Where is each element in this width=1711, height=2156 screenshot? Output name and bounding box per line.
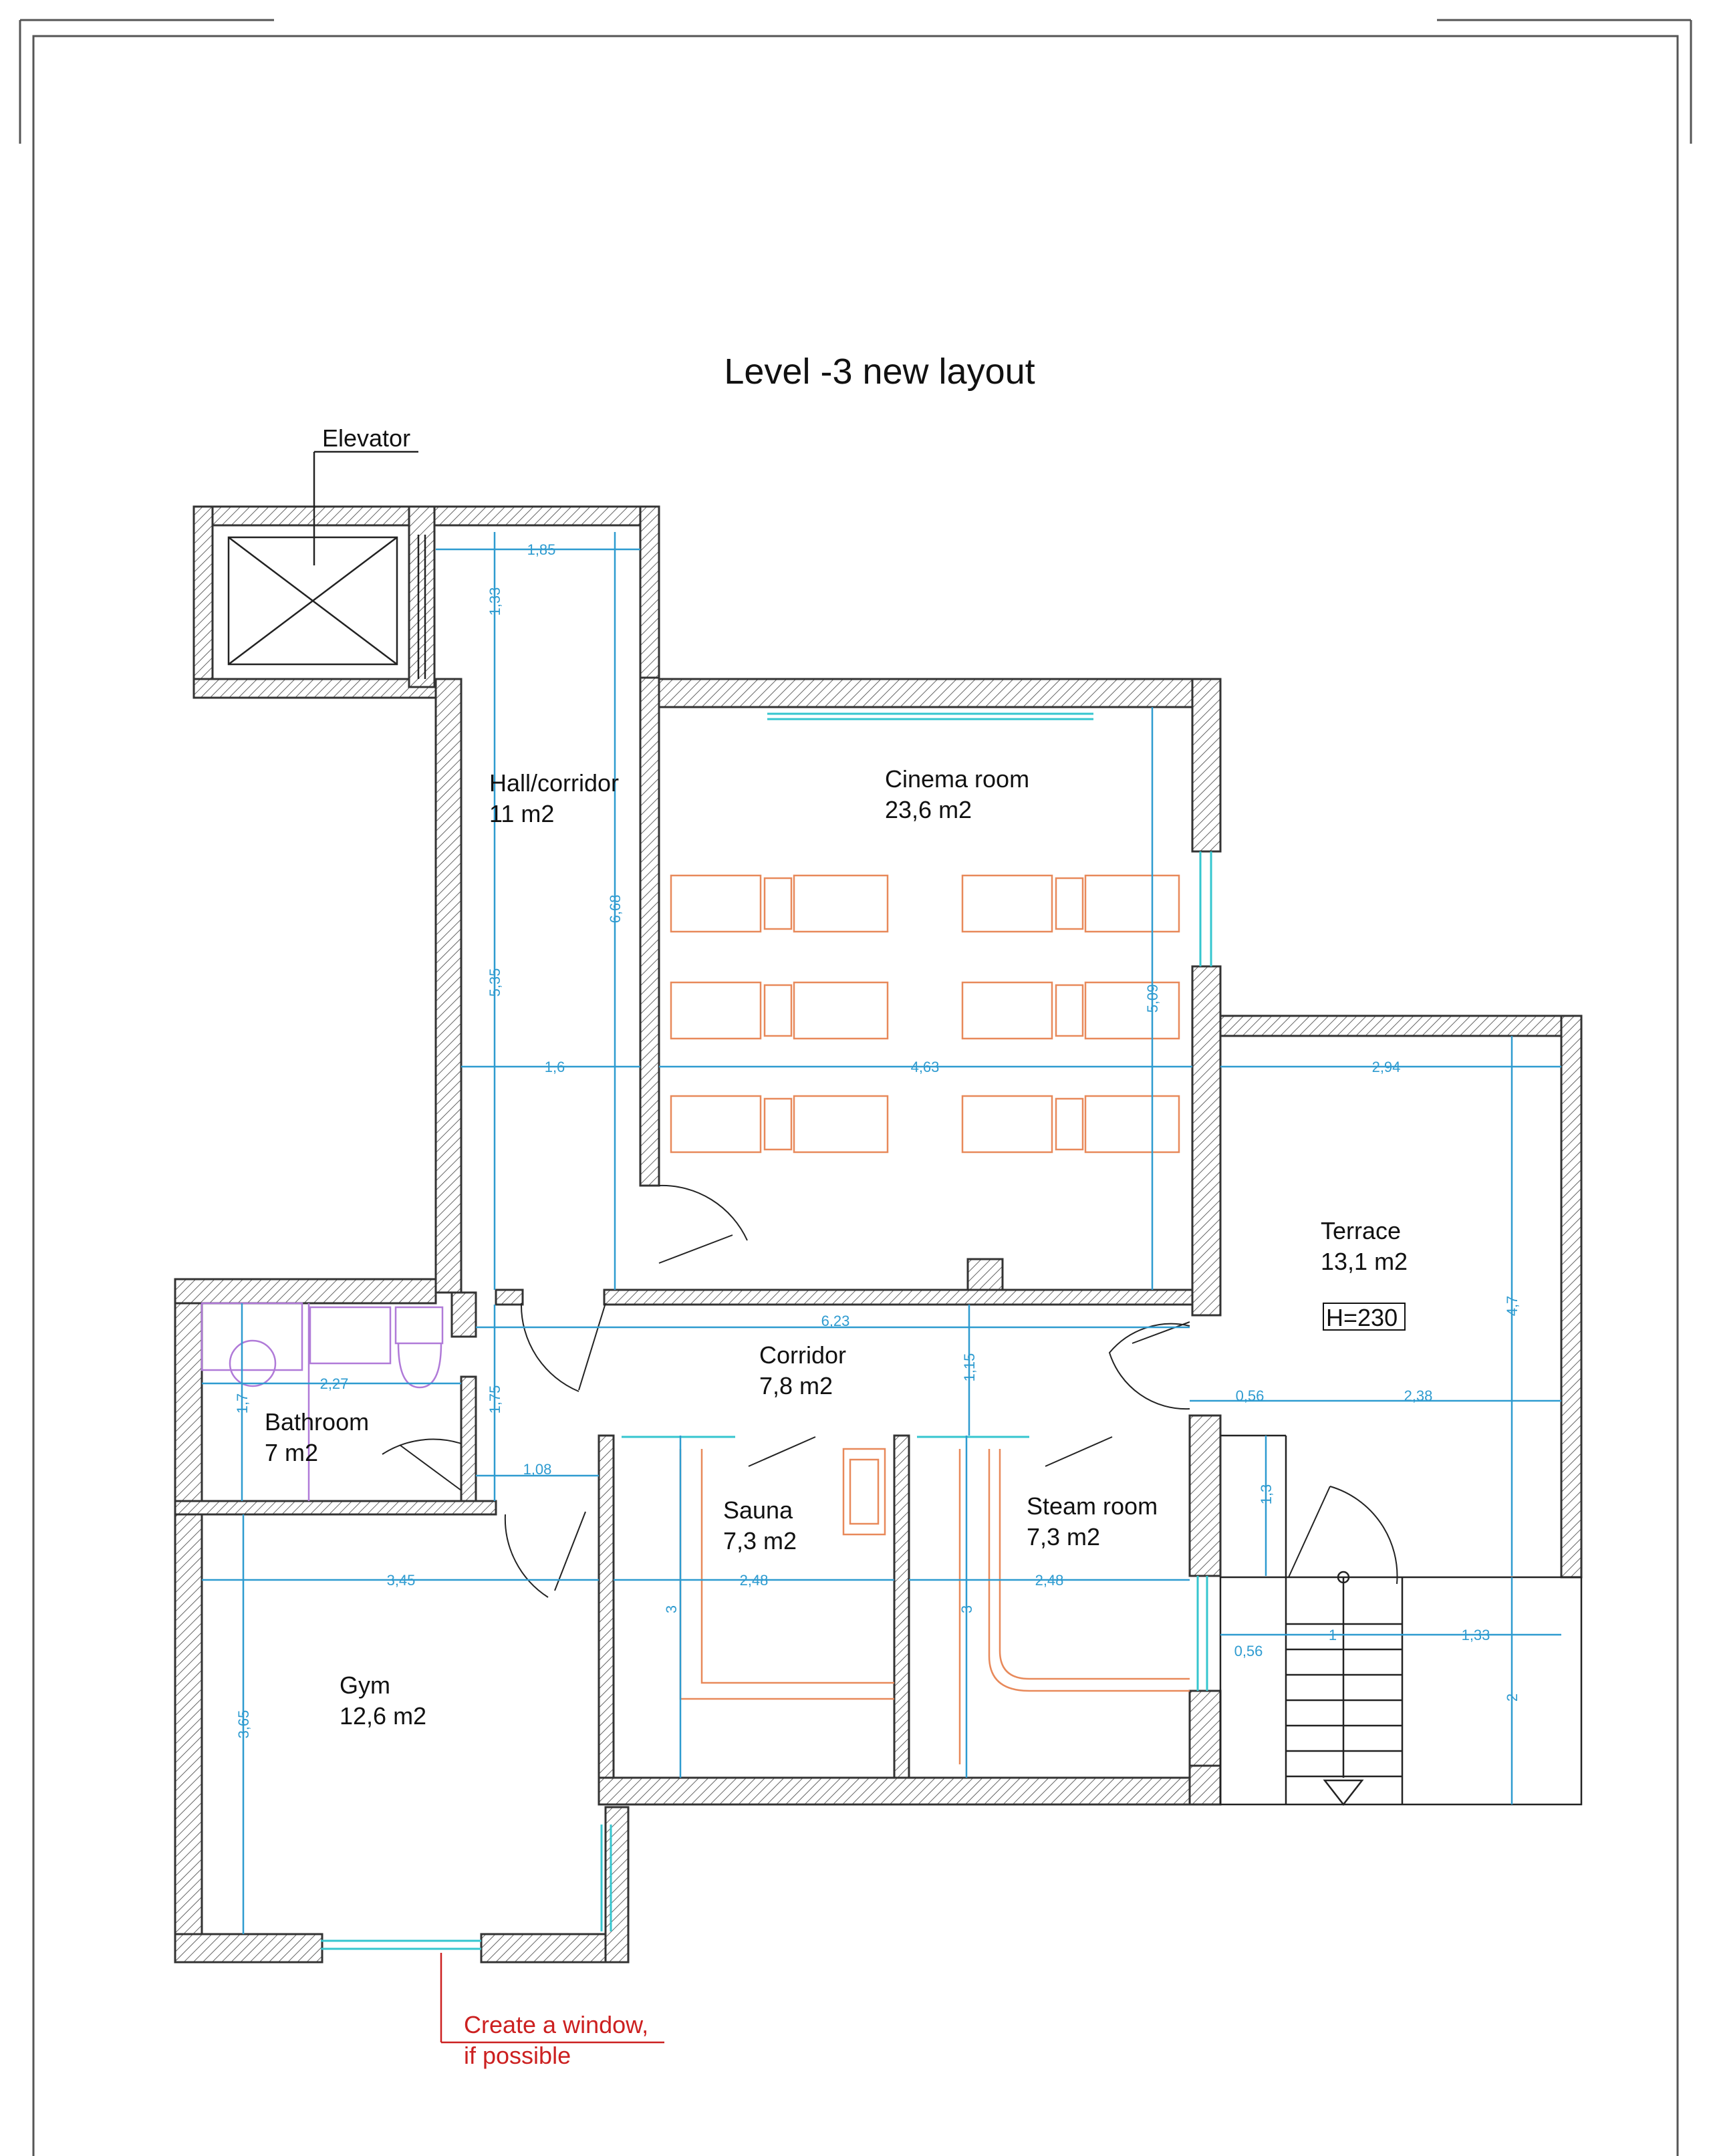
dim-6-23: 6,23 (821, 1313, 850, 1329)
dim-1-3: 1,3 (1258, 1484, 1275, 1505)
dim-5-09: 5,09 (1144, 984, 1161, 1013)
sheet-frame (20, 20, 1691, 2156)
dim-2-48-a: 2,48 (739, 1572, 769, 1589)
dim-0-56-a: 0,56 (1235, 1387, 1265, 1404)
cinema-name: Cinema room (885, 765, 1030, 793)
dim-1: 1 (1328, 1627, 1337, 1643)
terrace-area: 13,1 m2 (1321, 1248, 1408, 1275)
plan-title: Level -3 new layout (724, 352, 1035, 392)
dim-2: 2 (1504, 1693, 1521, 1702)
dim-5-35: 5,35 (487, 968, 503, 997)
cinema-seats (671, 875, 1179, 1152)
dim-2-27: 2,27 (319, 1375, 349, 1392)
dimension-labels (234, 541, 1521, 1738)
bathroom-name: Bathroom (265, 1408, 370, 1436)
dim-1-33-b: 1,33 (1461, 1627, 1490, 1643)
gym-name: Gym (340, 1671, 390, 1699)
window-note (441, 1953, 664, 2069)
dim-3-45: 3,45 (386, 1572, 416, 1589)
sauna-area: 7,3 m2 (723, 1527, 797, 1555)
stairs (1220, 1436, 1581, 1804)
cinema-area: 23,6 m2 (885, 796, 972, 823)
elevator-car (229, 452, 425, 679)
corridor-name: Corridor (759, 1341, 847, 1369)
dim-1-75: 1,75 (487, 1385, 503, 1414)
hall-area: 11 m2 (489, 800, 555, 827)
hall-name: Hall/corridor (489, 769, 620, 797)
gym-area: 12,6 m2 (340, 1702, 427, 1730)
dim-2-38: 2,38 (1404, 1387, 1433, 1404)
note-line-1: Create a window, (464, 2011, 649, 2038)
terrace-height: H=230 (1326, 1304, 1398, 1331)
steam-name: Steam room (1027, 1492, 1158, 1520)
dim-1-33: 1,33 (487, 587, 503, 616)
dim-4-63: 4,63 (910, 1059, 940, 1075)
dim-3-65: 3,65 (235, 1710, 252, 1739)
terrace-name: Terrace (1321, 1217, 1402, 1244)
dim-1-6: 1,6 (544, 1059, 565, 1075)
dim-6-68: 6,68 (607, 894, 624, 924)
sauna-name: Sauna (723, 1496, 793, 1524)
dim-0-56-b: 0,56 (1234, 1643, 1263, 1659)
dim-3-b: 3 (958, 1605, 975, 1614)
dim-1-85: 1,85 (527, 541, 556, 558)
bathroom-area: 7 m2 (265, 1439, 319, 1466)
dim-3-a: 3 (663, 1605, 680, 1614)
corridor-area: 7,8 m2 (759, 1372, 833, 1399)
dim-2-94: 2,94 (1371, 1059, 1401, 1075)
elevator-label: Elevator (322, 424, 411, 452)
dim-4-7: 4,7 (1504, 1295, 1521, 1317)
dim-1-7: 1,7 (234, 1393, 251, 1414)
dim-1-08: 1,08 (523, 1461, 552, 1478)
dim-1-15: 1,15 (961, 1353, 978, 1382)
dim-2-48-b: 2,48 (1035, 1572, 1064, 1589)
steam-area: 7,3 m2 (1027, 1523, 1101, 1551)
note-line-2: if possible (464, 2042, 571, 2069)
